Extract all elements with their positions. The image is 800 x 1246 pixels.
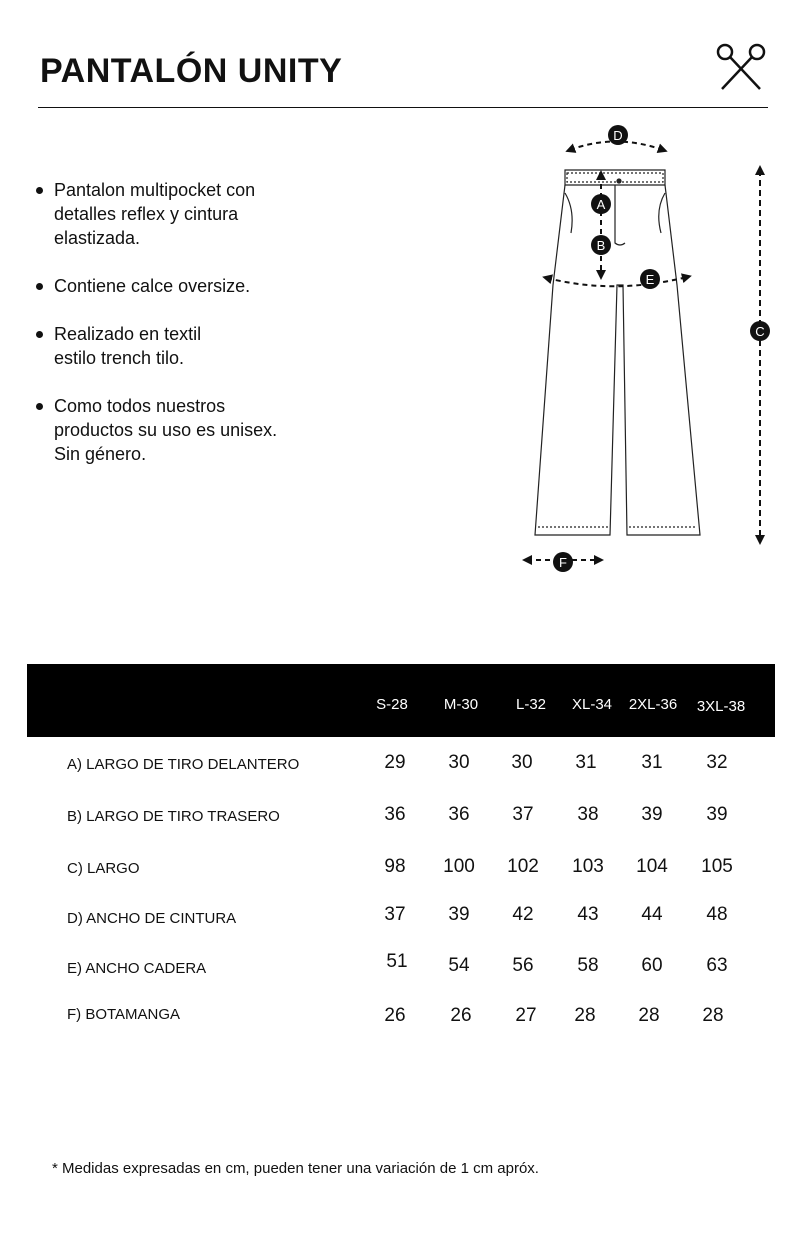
feature-text: Como todos nuestros productos su uso es unisex. Sin género. <box>54 396 278 464</box>
scissors-icon <box>714 42 768 92</box>
measure-value: 39 <box>448 904 470 925</box>
label-b-badge <box>591 235 611 255</box>
measure-value: 28 <box>638 1005 660 1026</box>
label-b: B <box>596 238 606 253</box>
feature-text: Realizado en textil estilo trench tilo. <box>54 324 202 368</box>
measure-value: 60 <box>641 955 663 976</box>
table-row <box>27 896 775 948</box>
table-row <box>27 794 775 846</box>
feature-item <box>36 322 336 370</box>
header-divider <box>38 107 768 108</box>
feature-list <box>36 178 336 490</box>
measure-value: 26 <box>384 1005 406 1026</box>
measure-value: 58 <box>577 955 599 976</box>
label-a-badge <box>591 194 611 214</box>
size-header: 2XL-36 <box>628 696 678 713</box>
measure-value: 103 <box>572 856 604 877</box>
measure-value: 102 <box>507 856 539 877</box>
measure-value: 39 <box>706 804 728 825</box>
pants-diagram <box>515 115 795 585</box>
measure-value: 63 <box>706 955 728 976</box>
measure-value: 104 <box>636 856 668 877</box>
measure-value: 98 <box>384 856 406 877</box>
label-e-badge <box>640 269 660 289</box>
measure-label: F) BOTAMANGA <box>67 1006 181 1023</box>
measure-value: 43 <box>577 904 599 925</box>
size-header: L-32 <box>515 696 547 713</box>
measure-label: B) LARGO DE TIRO TRASERO <box>67 808 280 825</box>
measure-value: 38 <box>577 804 599 825</box>
measure-value: 28 <box>702 1005 724 1026</box>
measure-value: 28 <box>574 1005 596 1026</box>
measure-value: 36 <box>448 804 470 825</box>
measure-label: A) LARGO DE TIRO DELANTERO <box>67 756 300 773</box>
table-row <box>27 946 775 998</box>
measure-value: 26 <box>450 1005 472 1026</box>
measure-value: 105 <box>701 856 733 877</box>
feature-text: Pantalon multipocket con detalles reflex y cintura elastizada. <box>54 180 256 248</box>
measure-label: E) ANCHO CADERA <box>67 960 207 977</box>
feature-item <box>36 394 336 466</box>
measure-value: 51 <box>386 951 408 972</box>
page-title: PANTALÓN UNITY <box>40 52 343 90</box>
measure-value: 27 <box>515 1005 537 1026</box>
label-f: F <box>559 555 567 570</box>
label-d-badge <box>608 125 628 145</box>
footnote: * Medidas expresadas en cm, pueden tener una variación de 1 cm apróx. <box>52 1160 539 1177</box>
table-row <box>27 742 775 794</box>
measure-value: 56 <box>512 955 534 976</box>
label-e: E <box>645 272 655 287</box>
size-header: XL-34 <box>571 696 613 713</box>
measure-label: C) LARGO <box>67 860 140 877</box>
label-c: C <box>755 324 765 339</box>
measure-value: 36 <box>384 804 406 825</box>
feature-item <box>36 274 336 298</box>
size-header: S-28 <box>376 696 408 713</box>
size-header: M-30 <box>443 696 479 713</box>
measure-value: 30 <box>511 752 533 773</box>
measure-value: 37 <box>384 904 406 925</box>
measure-value: 42 <box>512 904 534 925</box>
measure-label: D) ANCHO DE CINTURA <box>67 910 237 927</box>
size-table-header <box>27 664 775 737</box>
measure-value: 29 <box>384 752 406 773</box>
measure-value: 37 <box>512 804 534 825</box>
measure-value: 44 <box>641 904 663 925</box>
measure-value: 32 <box>706 752 728 773</box>
feature-text: Contiene calce oversize. <box>54 276 251 296</box>
label-f-badge <box>553 552 573 572</box>
label-a: A <box>596 197 606 212</box>
measure-value: 54 <box>448 955 470 976</box>
measure-value: 48 <box>706 904 728 925</box>
size-header: 3XL-38 <box>696 698 746 715</box>
measure-value: 30 <box>448 752 470 773</box>
pants-outline <box>535 170 700 535</box>
table-row <box>27 846 775 898</box>
label-d: D <box>613 128 623 143</box>
measure-value: 31 <box>641 752 663 773</box>
measure-value: 31 <box>575 752 597 773</box>
feature-item <box>36 178 336 250</box>
measure-value: 39 <box>641 804 663 825</box>
label-c-badge <box>750 321 770 341</box>
table-row <box>27 1000 775 1052</box>
measure-value: 100 <box>443 856 475 877</box>
